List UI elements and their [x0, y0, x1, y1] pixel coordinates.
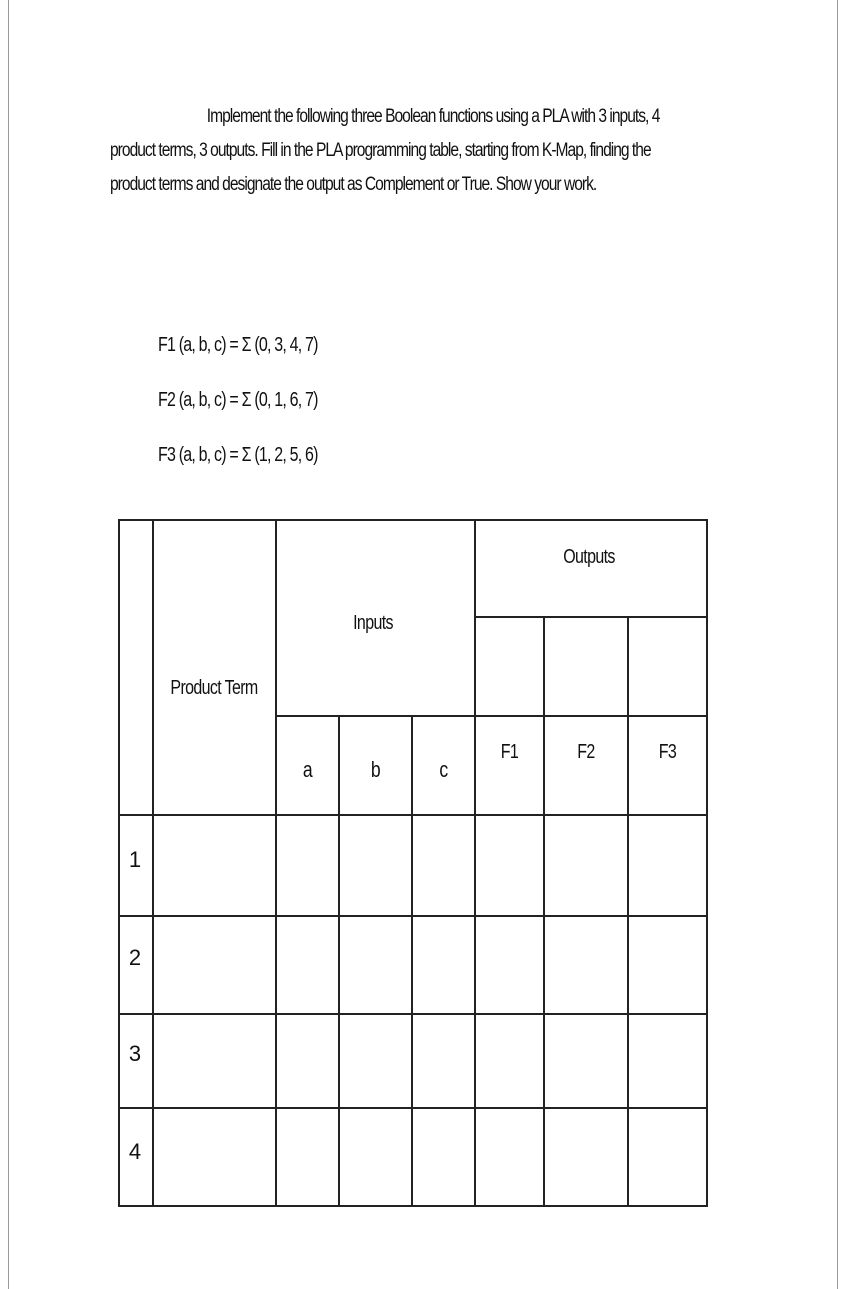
table-line-inputs	[474, 519, 476, 1207]
output-label-f1: F1	[500, 741, 519, 763]
pla-programming-table	[118, 519, 708, 1207]
table-border-top	[118, 519, 708, 521]
question-line-3: product terms and designate the output as Complement or True. Show your work.	[110, 174, 597, 195]
input-label-b: b	[370, 757, 381, 782]
table-line-b-c	[411, 715, 413, 1207]
row-number-4: 4	[128, 1139, 142, 1164]
question-line-1: Implement the following three Boolean functions using a PLA with 3 inputs, 4	[206, 106, 660, 127]
table-line-f2-f3	[627, 616, 629, 1207]
function-f1: F1 (a, b, c) = Σ (0, 3, 4, 7)	[158, 334, 318, 356]
table-border-right	[706, 519, 708, 1207]
table-line-a-b	[338, 715, 340, 1207]
table-line-row3-bottom	[118, 1107, 708, 1109]
table-line-product-term	[275, 519, 277, 1207]
table-line-outputs-sub	[474, 616, 708, 618]
function-f3: F3 (a, b, c) = Σ (1, 2, 5, 6)	[158, 444, 318, 466]
output-label-f3: F3	[658, 741, 677, 763]
outputs-header: Outputs	[563, 546, 615, 568]
function-f2: F2 (a, b, c) = Σ (0, 1, 6, 7)	[158, 389, 318, 411]
input-label-a: a	[302, 757, 313, 782]
table-line-rownum	[152, 519, 154, 1207]
question-line-2: product terms, 3 outputs. Fill in the PLA programming table, starting from K-Map, finding the	[110, 140, 651, 161]
table-line-row1-bottom	[118, 915, 708, 917]
inputs-header: Inputs	[353, 612, 393, 634]
row-number-2: 2	[128, 945, 142, 970]
row-number-1: 1	[128, 847, 142, 872]
table-line-f1-f2	[543, 616, 545, 1207]
product-term-header: Product Term	[170, 677, 258, 699]
row-number-3: 3	[128, 1041, 142, 1066]
input-label-c: c	[439, 757, 448, 782]
function-list	[158, 318, 318, 483]
table-border-bottom	[118, 1205, 708, 1207]
table-line-row2-bottom	[118, 1013, 708, 1015]
output-label-f2: F2	[577, 741, 595, 763]
table-line-header-bottom	[118, 814, 708, 816]
question-text	[110, 100, 750, 202]
